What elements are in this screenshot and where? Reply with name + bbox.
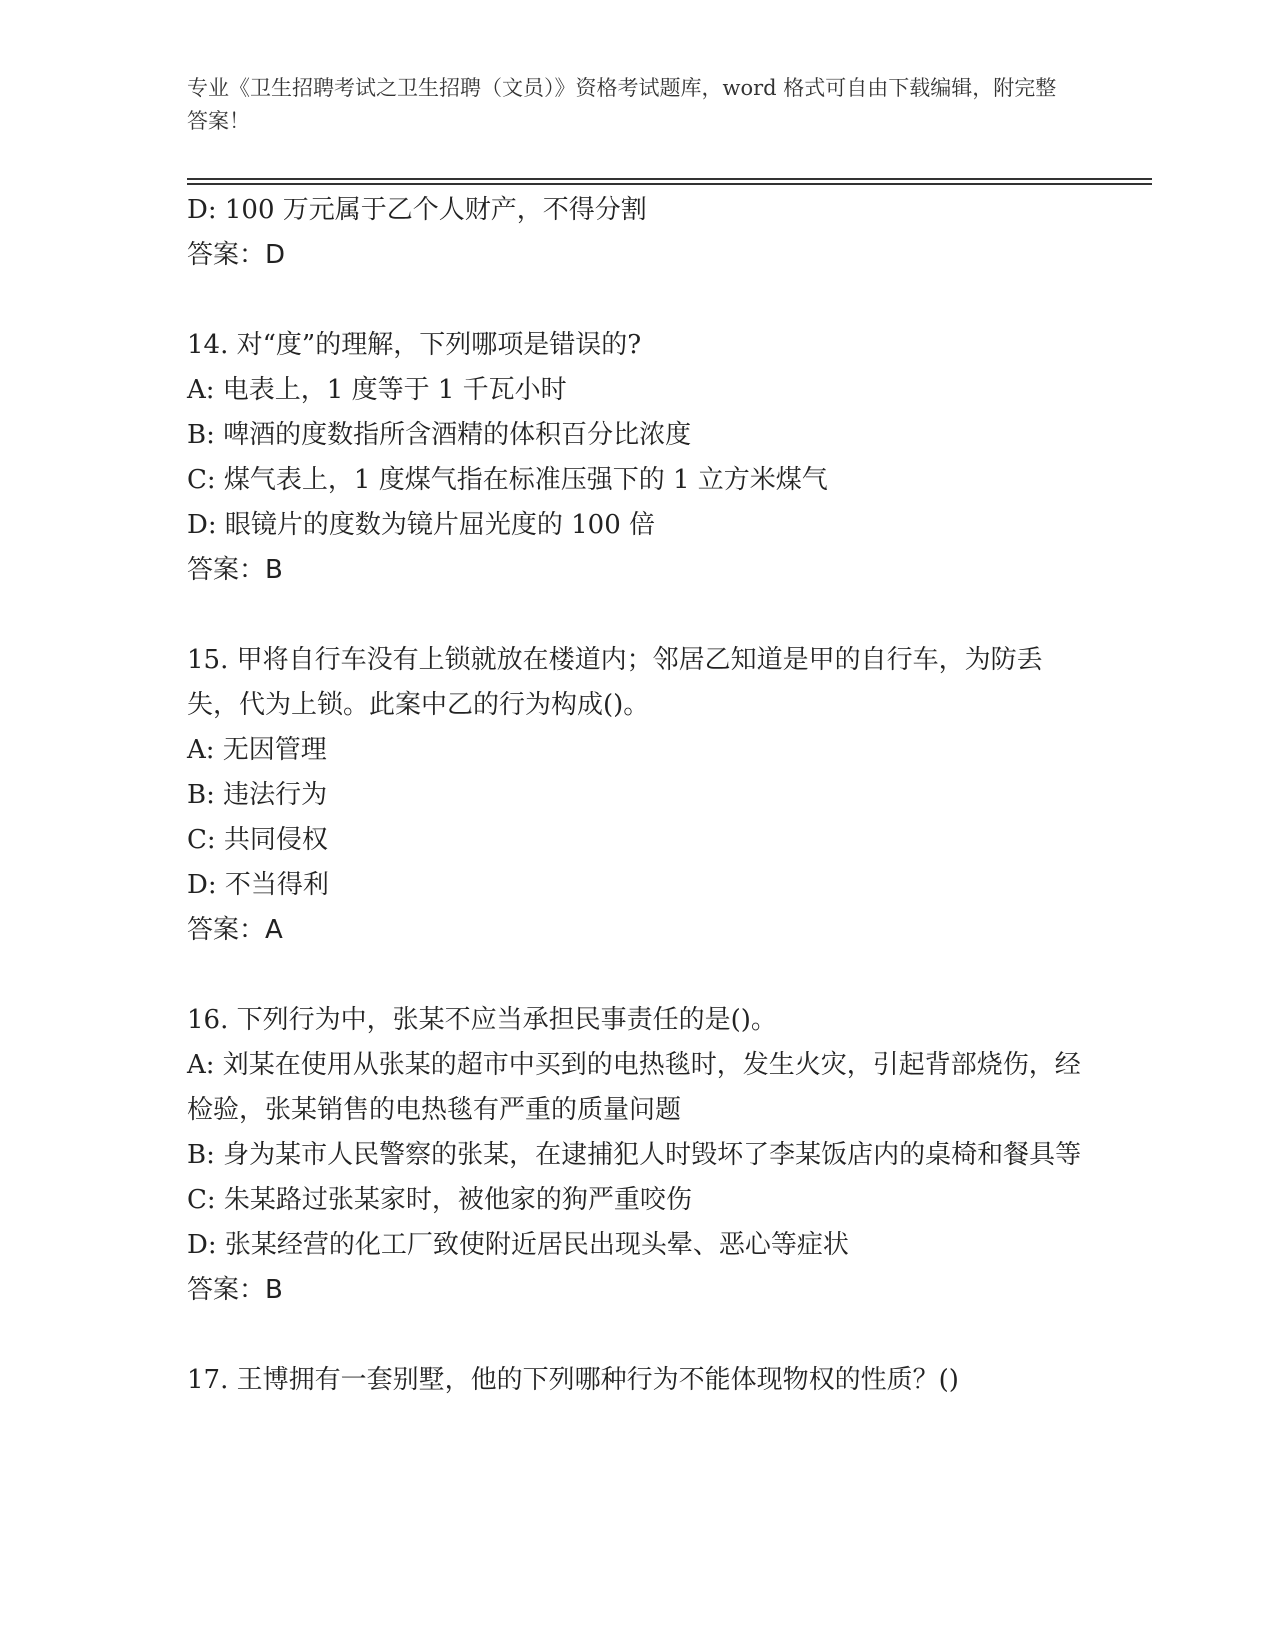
option-d: D: 张某经营的化工厂致使附近居民出现头晕、恶心等症状 (187, 1230, 849, 1260)
spacer (187, 593, 1087, 638)
answer-line: 答案：B (187, 1275, 283, 1305)
header-divider-top (187, 178, 1152, 180)
question-text: 14. 对“度”的理解，下列哪项是错误的? (187, 330, 642, 360)
question-block-16 (187, 998, 1087, 1313)
option-a: A: 无因管理 (187, 735, 327, 765)
question-block-13 (187, 188, 1087, 278)
option-b: B: 违法行为 (187, 780, 328, 810)
option-d: D: 眼镜片的度数为镜片屈光度的 100 倍 (187, 510, 656, 540)
option-d: D: 不当得利 (187, 870, 329, 900)
answer-line: 答案：A (187, 915, 283, 945)
question-block-15 (187, 638, 1087, 953)
question-list (187, 188, 1087, 1403)
spacer (187, 278, 1087, 323)
question-text: 17. 王博拥有一套别墅，他的下列哪种行为不能体现物权的性质？() (187, 1365, 959, 1395)
header-text: 专业《卫生招聘考试之卫生招聘（文员）》资格考试题库，word 格式可自由下载编辑，附完整答案！ (187, 76, 1057, 133)
option-c: C: 朱某路过张某家时，被他家的狗严重咬伤 (187, 1185, 692, 1215)
header-divider-bottom (187, 183, 1152, 185)
question-text: 16. 下列行为中，张某不应当承担民事责任的是()。 (187, 1005, 777, 1035)
question-block-14 (187, 323, 1087, 593)
option-b: B: 啤酒的度数指所含酒精的体积百分比浓度 (187, 420, 692, 450)
spacer (187, 953, 1087, 998)
document-header (187, 72, 1067, 138)
answer-line: 答案：D (187, 240, 286, 270)
option-c: C: 共同侵权 (187, 825, 328, 855)
question-text: 15. 甲将自行车没有上锁就放在楼道内；邻居乙知道是甲的自行车，为防丢失，代为上锁。此案中乙的行为构成()。 (187, 645, 1043, 720)
spacer (187, 1313, 1087, 1358)
option-d: D: 100 万元属于乙个人财产，不得分割 (187, 195, 647, 225)
option-a: A: 刘某在使用从张某的超市中买到的电热毯时，发生火灾，引起背部烧伤，经检验，张某销售的电热毯有严重的质量问题 (187, 1050, 1081, 1125)
option-a: A: 电表上，1 度等于 1 千瓦小时 (187, 375, 567, 405)
answer-line: 答案：B (187, 555, 283, 585)
question-block-17 (187, 1358, 1087, 1403)
option-c: C: 煤气表上，1 度煤气指在标准压强下的 1 立方米煤气 (187, 465, 828, 495)
option-b: B: 身为某市人民警察的张某，在逮捕犯人时毁坏了李某饭店内的桌椅和餐具等 (187, 1140, 1082, 1170)
